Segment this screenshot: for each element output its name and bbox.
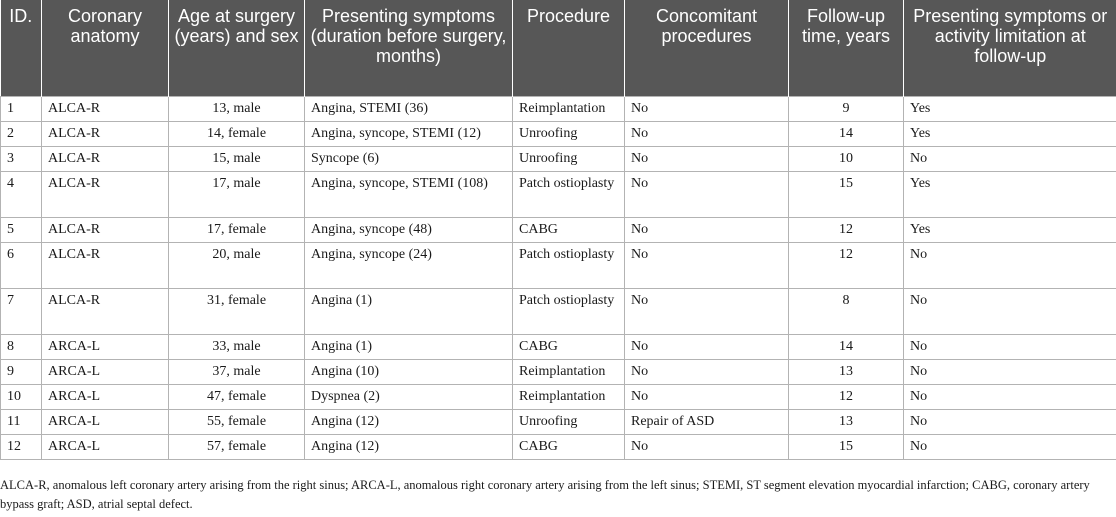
table-row: [1, 146, 1116, 171]
cell-concomitant-procedures: No: [625, 384, 789, 409]
cell-concomitant-procedures: No: [625, 217, 789, 242]
cell-coronary-anatomy: ALCA-R: [42, 96, 169, 121]
cell-symptoms-at-follow-up: No: [904, 288, 1116, 334]
cell-presenting-symptoms: Angina (12): [305, 409, 513, 434]
cell-procedure: Unroofing: [513, 121, 625, 146]
cell-presenting-symptoms: Angina (1): [305, 288, 513, 334]
cell-presenting-symptoms: Angina, syncope (48): [305, 217, 513, 242]
cell-symptoms-at-follow-up: Yes: [904, 121, 1116, 146]
header-symptoms-at-follow-up: Presenting symptoms or activity limitation at follow-up: [904, 0, 1116, 96]
header-presenting-symptoms: Presenting symptoms (duration before surgery, months): [305, 0, 513, 96]
table-row: [1, 217, 1116, 242]
table-row: [1, 409, 1116, 434]
cell-follow-up-time: 12: [789, 217, 904, 242]
cell-procedure: Reimplantation: [513, 359, 625, 384]
cell-symptoms-at-follow-up: No: [904, 384, 1116, 409]
cell-follow-up-time: 15: [789, 171, 904, 217]
cell-id: 5: [1, 217, 42, 242]
cell-age-sex: 20, male: [169, 242, 305, 288]
table-row: [1, 384, 1116, 409]
cell-presenting-symptoms: Syncope (6): [305, 146, 513, 171]
cell-symptoms-at-follow-up: No: [904, 242, 1116, 288]
cell-concomitant-procedures: No: [625, 434, 789, 459]
cell-age-sex: 37, male: [169, 359, 305, 384]
cell-symptoms-at-follow-up: No: [904, 434, 1116, 459]
cell-coronary-anatomy: ARCA-L: [42, 334, 169, 359]
cell-procedure: Reimplantation: [513, 384, 625, 409]
header-concomitant-procedures: Concomitant procedures: [625, 0, 789, 96]
cell-procedure: Patch ostioplasty: [513, 242, 625, 288]
cell-age-sex: 33, male: [169, 334, 305, 359]
cell-id: 12: [1, 434, 42, 459]
cell-symptoms-at-follow-up: Yes: [904, 171, 1116, 217]
cell-age-sex: 31, female: [169, 288, 305, 334]
cell-presenting-symptoms: Angina, syncope, STEMI (12): [305, 121, 513, 146]
cell-concomitant-procedures: No: [625, 242, 789, 288]
cell-concomitant-procedures: No: [625, 334, 789, 359]
table-row: [1, 288, 1116, 334]
cell-follow-up-time: 8: [789, 288, 904, 334]
cell-coronary-anatomy: ALCA-R: [42, 146, 169, 171]
cell-symptoms-at-follow-up: Yes: [904, 217, 1116, 242]
cell-symptoms-at-follow-up: No: [904, 409, 1116, 434]
cell-age-sex: 14, female: [169, 121, 305, 146]
cell-presenting-symptoms: Angina, STEMI (36): [305, 96, 513, 121]
cell-id: 9: [1, 359, 42, 384]
cell-id: 3: [1, 146, 42, 171]
cell-id: 7: [1, 288, 42, 334]
cell-procedure: CABG: [513, 434, 625, 459]
cell-procedure: Patch ostioplasty: [513, 288, 625, 334]
cell-coronary-anatomy: ARCA-L: [42, 384, 169, 409]
table-row: [1, 434, 1116, 459]
cell-age-sex: 17, male: [169, 171, 305, 217]
cell-age-sex: 17, female: [169, 217, 305, 242]
cell-follow-up-time: 14: [789, 121, 904, 146]
cell-age-sex: 55, female: [169, 409, 305, 434]
cell-presenting-symptoms: Dyspnea (2): [305, 384, 513, 409]
cell-concomitant-procedures: No: [625, 359, 789, 384]
cell-id: 1: [1, 96, 42, 121]
cell-presenting-symptoms: Angina, syncope, STEMI (108): [305, 171, 513, 217]
cell-follow-up-time: 9: [789, 96, 904, 121]
cell-id: 6: [1, 242, 42, 288]
cell-follow-up-time: 10: [789, 146, 904, 171]
table-row: [1, 121, 1116, 146]
cell-id: 2: [1, 121, 42, 146]
cell-symptoms-at-follow-up: No: [904, 359, 1116, 384]
header-id: ID.: [1, 0, 42, 96]
cell-coronary-anatomy: ALCA-R: [42, 121, 169, 146]
table-body: [1, 96, 1116, 459]
cell-procedure: Unroofing: [513, 409, 625, 434]
cell-coronary-anatomy: ALCA-R: [42, 171, 169, 217]
cell-presenting-symptoms: Angina (12): [305, 434, 513, 459]
cell-coronary-anatomy: ALCA-R: [42, 288, 169, 334]
cell-symptoms-at-follow-up: Yes: [904, 96, 1116, 121]
cell-concomitant-procedures: No: [625, 146, 789, 171]
cell-concomitant-procedures: Repair of ASD: [625, 409, 789, 434]
cell-id: 10: [1, 384, 42, 409]
cell-id: 8: [1, 334, 42, 359]
table-row: [1, 242, 1116, 288]
cell-presenting-symptoms: Angina (10): [305, 359, 513, 384]
cell-concomitant-procedures: No: [625, 288, 789, 334]
header-coronary-anatomy: Coronary anatomy: [42, 0, 169, 96]
header-procedure: Procedure: [513, 0, 625, 96]
cell-procedure: Reimplantation: [513, 96, 625, 121]
cell-follow-up-time: 12: [789, 242, 904, 288]
cell-follow-up-time: 14: [789, 334, 904, 359]
table-row: [1, 359, 1116, 384]
cell-follow-up-time: 13: [789, 359, 904, 384]
cell-coronary-anatomy: ARCA-L: [42, 409, 169, 434]
cell-age-sex: 47, female: [169, 384, 305, 409]
cell-follow-up-time: 13: [789, 409, 904, 434]
cell-symptoms-at-follow-up: No: [904, 334, 1116, 359]
cell-procedure: Patch ostioplasty: [513, 171, 625, 217]
header-row: [1, 0, 1116, 96]
header-follow-up-time: Follow-up time, years: [789, 0, 904, 96]
table-row: [1, 96, 1116, 121]
table-row: [1, 171, 1116, 217]
cell-symptoms-at-follow-up: No: [904, 146, 1116, 171]
cell-procedure: CABG: [513, 334, 625, 359]
cell-coronary-anatomy: ALCA-R: [42, 242, 169, 288]
table-footnote: ALCA-R, anomalous left coronary artery arising from the right sinus; ARCA-L, anomalous right coronary artery arising from the left sinus; STEMI, ST segment elevation myocardial infarction; CABG, coronary artery bypass graft; ASD, atrial septal defect.: [0, 478, 1090, 511]
cell-id: 11: [1, 409, 42, 434]
cell-follow-up-time: 15: [789, 434, 904, 459]
cell-coronary-anatomy: ARCA-L: [42, 434, 169, 459]
table-row: [1, 334, 1116, 359]
cell-procedure: CABG: [513, 217, 625, 242]
cell-concomitant-procedures: No: [625, 96, 789, 121]
cell-coronary-anatomy: ARCA-L: [42, 359, 169, 384]
header-age-sex: Age at surgery (years) and sex: [169, 0, 305, 96]
cell-concomitant-procedures: No: [625, 121, 789, 146]
cell-age-sex: 15, male: [169, 146, 305, 171]
cell-presenting-symptoms: Angina, syncope (24): [305, 242, 513, 288]
cell-age-sex: 13, male: [169, 96, 305, 121]
cell-concomitant-procedures: No: [625, 171, 789, 217]
cell-presenting-symptoms: Angina (1): [305, 334, 513, 359]
cell-id: 4: [1, 171, 42, 217]
cell-follow-up-time: 12: [789, 384, 904, 409]
cell-procedure: Unroofing: [513, 146, 625, 171]
cell-age-sex: 57, female: [169, 434, 305, 459]
cell-coronary-anatomy: ALCA-R: [42, 217, 169, 242]
